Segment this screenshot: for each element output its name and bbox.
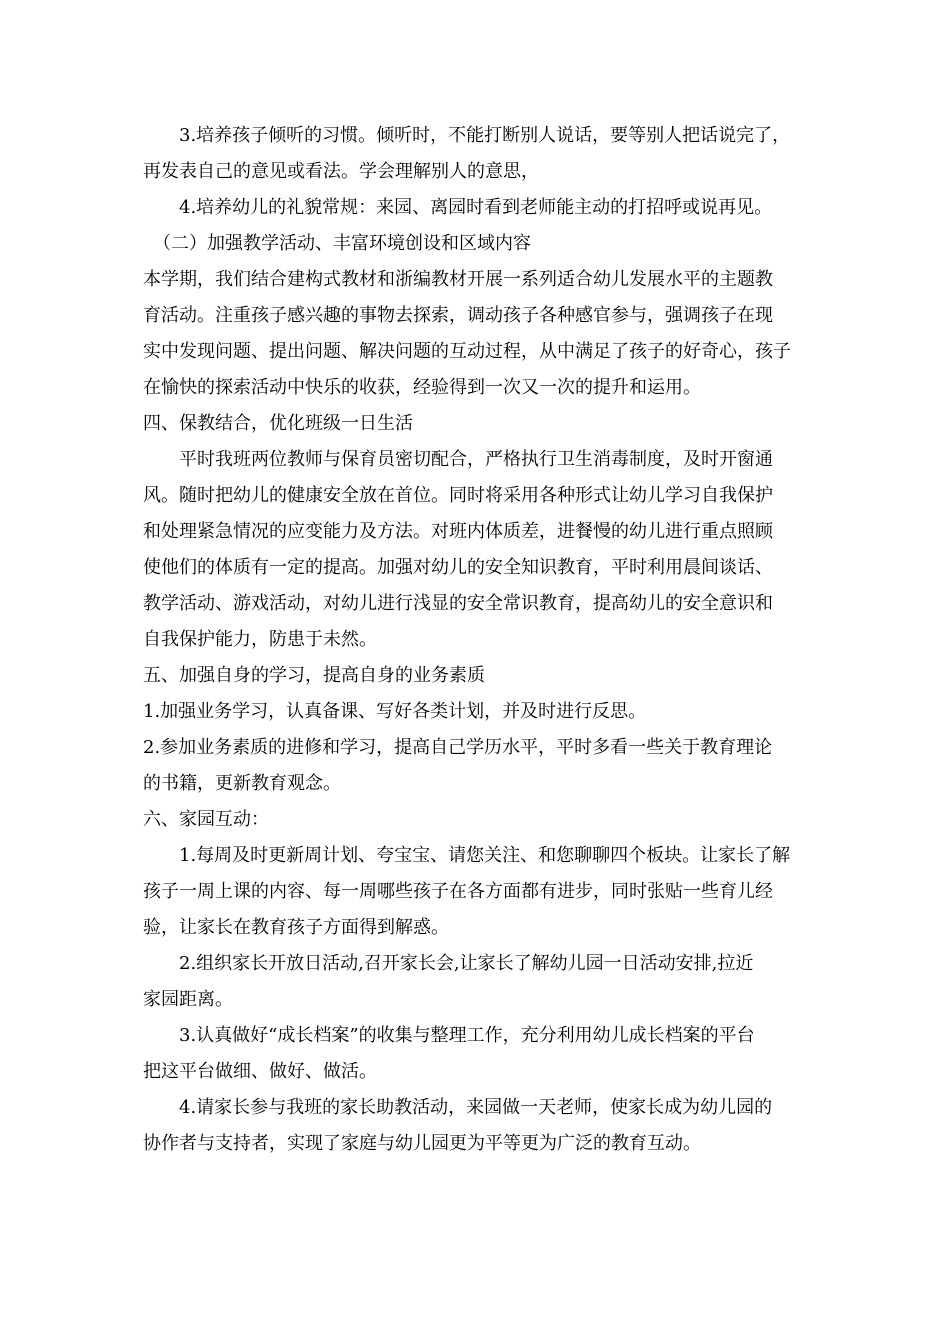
text-line: 3.培养孩子倾听的习惯。倾听时，不能打断别人说话，要等别人把话说完了， (179, 125, 791, 146)
text-line: 五、加强自身的学习，提高自身的业务素质 (143, 665, 485, 686)
text-line: 教学活动、游戏活动，对幼儿进行浅显的安全常识教育，提高幼儿的安全意识和 (143, 593, 773, 614)
text-line: 家园距离。 (143, 989, 233, 1010)
text-line: 再发表自己的意见或看法。学会理解别人的意思， (143, 161, 539, 182)
text-line: 使他们的体质有一定的提高。加强对幼儿的安全知识教育，平时利用晨间谈话、 (143, 557, 773, 578)
text-line: 在愉快的探索活动中快乐的收获，经验得到一次又一次的提升和运用。 (143, 377, 701, 398)
text-line: 4.请家长参与我班的家长助教活动，来园做一天老师，使家长成为幼儿园的 (179, 1097, 773, 1118)
text-line: （二）加强教学活动、丰富环境创设和区域内容 (153, 233, 531, 254)
text-line: 孩子一周上课的内容、每一周哪些孩子在各方面都有进步，同时张贴一些育儿经 (143, 881, 773, 902)
text-line: 1.加强业务学习，认真备课、写好各类计划，并及时进行反思。 (143, 701, 647, 722)
text-line: 四、保教结合，优化班级一日生活 (143, 413, 413, 434)
text-line: 协作者与支持者，实现了家庭与幼儿园更为平等更为广泛的教育互动。 (143, 1133, 701, 1154)
text-line: 验，让家长在教育孩子方面得到解惑。 (143, 917, 449, 938)
text-line: 2.参加业务素质的进修和学习，提高自己学历水平，平时多看一些关于教育理论 (143, 737, 773, 758)
text-line: 2.组织家长开放日活动,召开家长会,让家长了解幼儿园一日活动安排,拉近 (179, 953, 754, 974)
text-line: 3.认真做好“成长档案”的收集与整理工作，充分利用幼儿成长档案的平台 (179, 1025, 755, 1046)
text-line: 平时我班两位教师与保育员密切配合，严格执行卫生消毒制度，及时开窗通 (179, 449, 773, 470)
text-line: 育活动。注重孩子感兴趣的事物去探索，调动孩子各种感官参与，强调孩子在现 (143, 305, 773, 326)
text-line: 风。随时把幼儿的健康安全放在首位。同时将采用各种形式让幼儿学习自我保护 (143, 485, 773, 506)
text-line: 自我保护能力，防患于未然。 (143, 629, 377, 650)
text-line: 和处理紧急情况的应变能力及方法。对班内体质差，进餐慢的幼儿进行重点照顾 (143, 521, 773, 542)
text-line: 六、家园互动： (143, 809, 269, 830)
text-line: 把这平台做细、做好、做活。 (143, 1061, 377, 1082)
text-line: 实中发现问题、提出问题、解决问题的互动过程，从中满足了孩子的好奇心，孩子 (143, 341, 791, 362)
document-body (143, 118, 811, 1162)
text-line: 1.每周及时更新周计划、夸宝宝、请您关注、和您聊聊四个板块。让家长了解 (179, 845, 791, 866)
text-line: 4.培养幼儿的礼貌常规：来园、离园时看到老师能主动的打招呼或说再见。 (179, 197, 773, 218)
text-line: 的书籍，更新教育观念。 (143, 773, 341, 794)
text-line: 本学期，我们结合建构式教材和浙编教材开展一系列适合幼儿发展水平的主题教 (143, 269, 773, 290)
